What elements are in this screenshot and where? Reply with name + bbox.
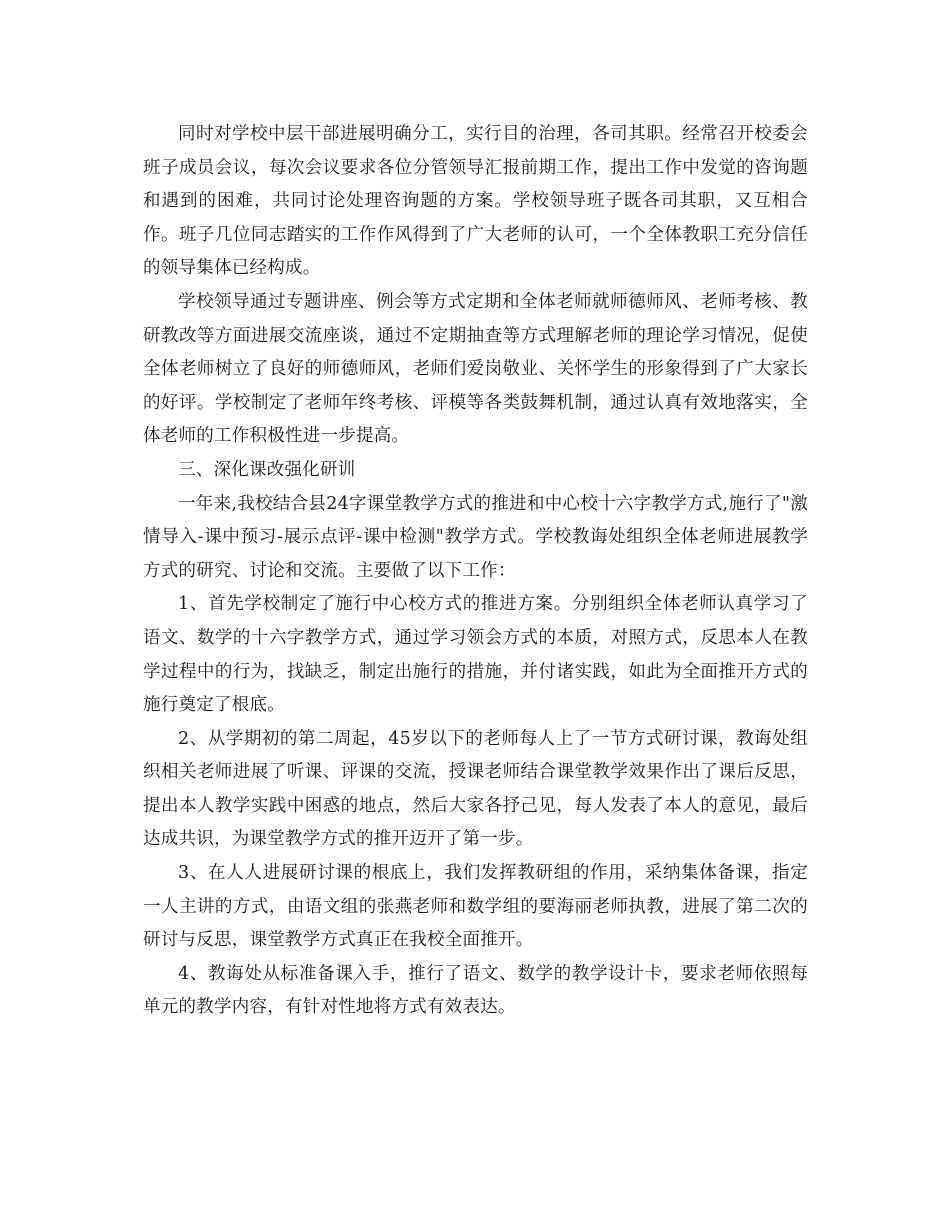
list-item-3: 3、在人人进展研讨课的根底上，我们发挥教研组的作用，采纳集体备课，指定一人主讲的方式，由语文组的张燕老师和数学组的要海丽老师执教，进展了第二次的研讨与反思，课堂教学方式真正在我校全面推开。 — [143, 863, 808, 951]
paragraph-leadership-division: 同时对学校中层干部进展明确分工，实行目的治理，各司其职。经常召开校委会班子成员会议，每次会议要求各位分管领导汇报前期工作，提出工作中发觉的咨询题和遇到的困难，共同讨论处理咨询题的方案。学校领导班子既各司其职，又互相合作。班子几位同志踏实的工作作风得到了广大老师的认可，一个全体教职工充分信任的领导集体已经构成。 — [143, 124, 808, 279]
section-heading-curriculum-reform: 三、深化课改强化研训 — [178, 459, 356, 480]
list-item-1: 1、首先学校制定了施行中心校方式的推进方案。分别组织全体老师认真学习了语文、数学的十六字教学方式，通过学习领会方式的本质，对照方式，反思本人在教学过程中的行为，找缺乏，制定出施行的措施，并付诸实践，如此为全面推开方式的施行奠定了根底。 — [143, 594, 808, 716]
list-item-4: 4、教诲处从标准备课入手，推行了语文、数学的教学设计卡，要求老师依照每单元的教学内容，有针对性地将方式有效表达。 — [143, 963, 808, 1018]
list-item-2: 2、从学期初的第二周起，45岁以下的老师每人上了一节方式研讨课，教诲处组织相关老师进展了听课、评课的交流，授课老师结合课堂教学效果作出了课后反思，提出本人教学实践中困惑的地点，然后大家各抒己见，每人发表了本人的意见，最后达成共识，为课堂教学方式的推开迈开了第一步。 — [143, 728, 808, 850]
document-body — [143, 118, 808, 1025]
paragraph-teacher-ethics: 学校领导通过专题讲座、例会等方式定期和全体老师就师德师风、老师考核、教研教改等方面进展交流座谈，通过不定期抽查等方式理解老师的理论学习情况，促使全体老师树立了良好的师德师风，老师们爱岗敬业、关怀学生的形象得到了广大家长的好评。学校制定了老师年终考核、评模等各类鼓舞机制，通过认真有效地落实，全体老师的工作积极性进一步提高。 — [143, 291, 808, 447]
paragraph-teaching-method-intro: 一年来,我校结合县24字课堂教学方式的推进和中心校十六字教学方式,施行了"激情导入-课中预习-展示点评-课中检测"教学方式。学校教诲处组织全体老师进展教学方式的研究、讨论和交流。主要做了以下工作： — [143, 493, 808, 581]
